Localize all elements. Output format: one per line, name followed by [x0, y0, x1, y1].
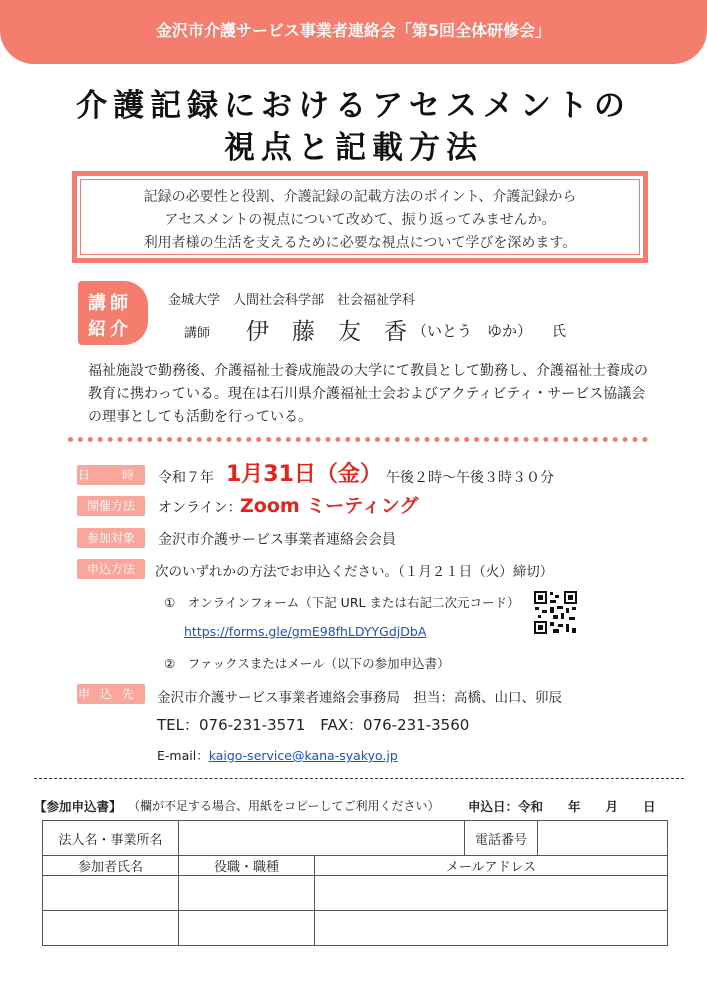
name-input[interactable] [43, 911, 179, 946]
email-link[interactable]: kaigo-service@kana-syakyo.jp [208, 748, 398, 763]
position-input[interactable] [179, 911, 315, 946]
name-input[interactable] [43, 876, 179, 911]
table-row [43, 876, 668, 911]
form-heading: 【参加申込書】 [34, 799, 122, 814]
lecturer-bio-line: の理事としても活動を行っている。 [88, 409, 312, 425]
title-line-2: 視点と記載方法 [224, 130, 483, 166]
badge-text: 講師 [88, 293, 132, 314]
lecturer-bio-line: 教育に携わっている。現在は石川県介護福祉士会およびアクティビティ・サービス協議会 [88, 386, 646, 402]
date-label: 日 時 [77, 465, 145, 485]
phone-label: 電話番号 [465, 821, 538, 856]
intro-line: アセスメントの視点について改めて、振り返ってみませんか。 [164, 212, 556, 228]
phone-input[interactable] [538, 821, 668, 856]
method-value: Zoom ミーティング [240, 495, 419, 517]
contact-label: 申込先 [77, 684, 145, 704]
col-header-position: 役職・職種 [179, 856, 315, 876]
position-input[interactable] [179, 876, 315, 911]
option-fax-email: ② ファックスまたはメール（以下の参加申込書） [164, 656, 450, 671]
contact-value: 金沢市介護サービス事業者連絡会事務局 担当：高橋、山口、卯辰 [157, 690, 562, 706]
dotted-divider [68, 437, 648, 442]
qr-code-icon[interactable] [533, 590, 578, 635]
email-label: E-mail： [157, 748, 209, 763]
email-input[interactable] [315, 911, 668, 946]
intro-line: 記録の必要性と役割、介護記録の記載方法のポイント、介護記録から [143, 189, 577, 205]
target-value: 金沢市介護サービス事業者連絡会会員 [158, 532, 396, 548]
lecturer-bio-line: 福祉施設で勤務後、介護福祉士養成施設の大学にて教員として勤務し、介護福祉士養成の [88, 363, 648, 379]
lecturer-honorific: 氏 [552, 324, 566, 340]
banner-title: 金沢市介護サービス事業者連絡会「第5回全体研修会」 [155, 21, 552, 40]
email-input[interactable] [315, 876, 668, 911]
event-time: 午後２時〜午後３時３０分 [386, 470, 554, 486]
form-url-link[interactable]: https://forms.gle/gmE98fhLDYYGdjDbA [184, 624, 427, 639]
org-input[interactable] [179, 821, 465, 856]
cut-line [34, 778, 684, 779]
application-form-table [42, 820, 668, 946]
date-prefix: 令和７年 [158, 470, 214, 486]
option-online: ① オンラインフォーム（下記 URL または右記二次元コード） [164, 595, 520, 610]
method-label: 開催方法 [77, 496, 145, 516]
org-label: 法人名・事業所名 [43, 821, 179, 856]
apply-label: 申込方法 [77, 559, 145, 579]
badge-text: 紹介 [88, 319, 132, 340]
lecturer-badge [78, 281, 148, 345]
intro-box [72, 171, 648, 263]
apply-value: 次のいずれかの方法でお申込ください。（１月２１日（火）締切） [155, 564, 554, 580]
table-row [43, 911, 668, 946]
event-date: 1月31日（金） [226, 462, 382, 487]
application-date: 申込日：令和 年 月 日 [468, 799, 656, 814]
intro-line: 利用者様の生活を支えるために必要な視点について学びを深めます。 [143, 235, 577, 251]
lecturer-role: 講師 [184, 326, 211, 341]
col-header-email: メールアドレス [315, 856, 668, 876]
tel-fax: TEL：076-231-3571 FAX：076-231-3560 [157, 716, 470, 734]
method-prefix: オンライン： [158, 500, 242, 516]
title-line-1: 介護記録におけるアセスメントの [76, 88, 631, 124]
lecturer-reading: （いとう ゆか） [412, 322, 533, 340]
col-header-name: 参加者氏名 [43, 856, 179, 876]
lecturer-affiliation: 金城大学 人間社会科学部 社会福祉学科 [168, 293, 416, 308]
target-label: 参加対象 [77, 528, 145, 548]
form-note: （欄が不足する場合、用紙をコピーしてご利用ください） [128, 799, 440, 813]
lecturer-name: 伊 藤 友 香 [246, 319, 407, 345]
